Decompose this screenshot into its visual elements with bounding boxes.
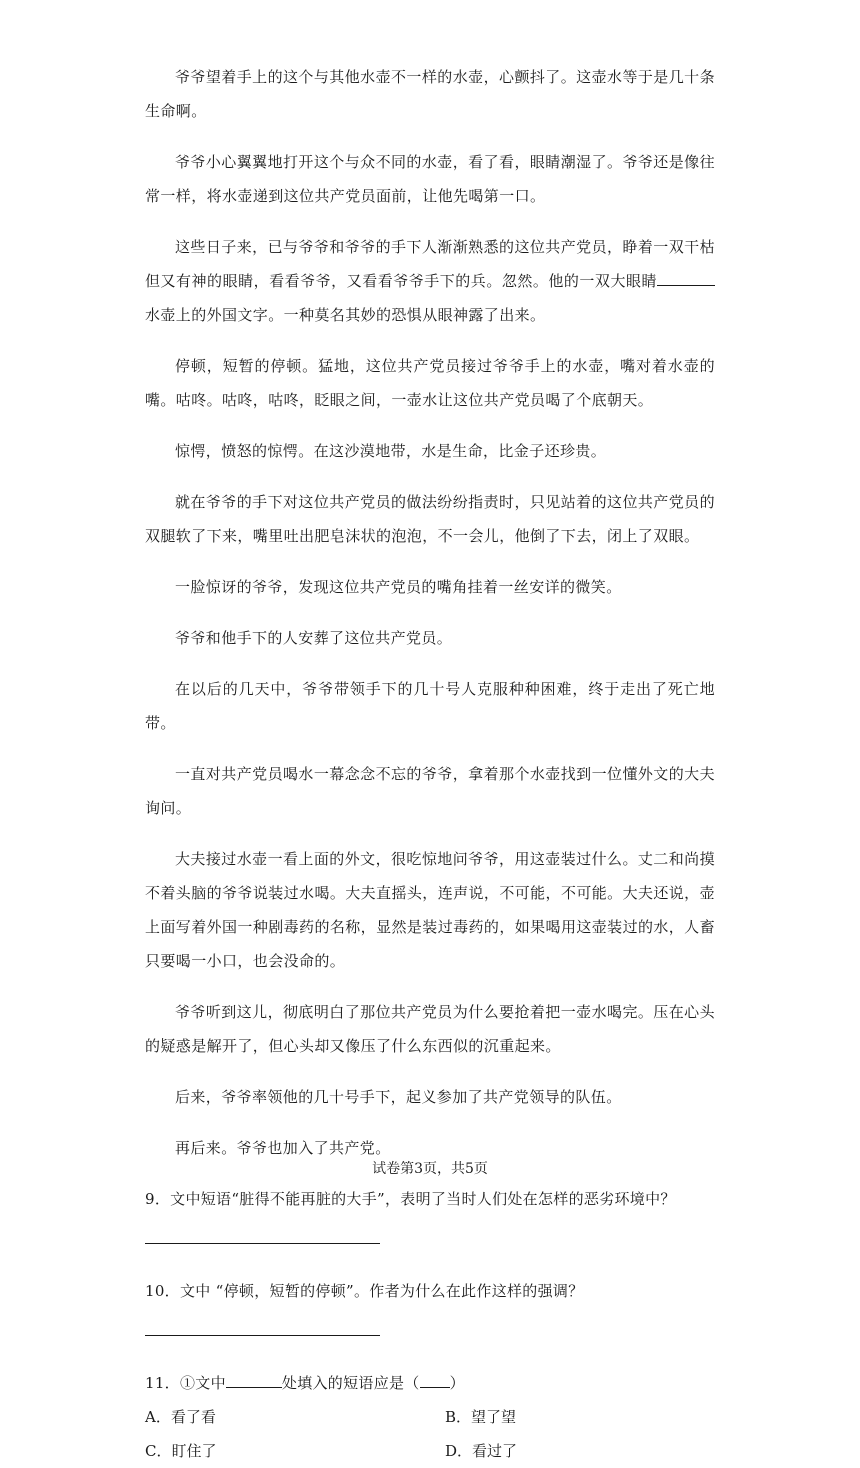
option-d[interactable]: D．看过了 <box>445 1442 518 1460</box>
passage-paragraph-with-blank <box>145 230 715 332</box>
passage-paragraph: 再后来。爷爷也加入了共产党。 <box>175 1139 391 1157</box>
page-footer: 试卷第3页，共5页 <box>372 1161 488 1177</box>
option-a[interactable]: A．看了看 <box>145 1408 216 1426</box>
question-11-middle: 处填入的短语应是（ <box>281 1374 420 1392</box>
exam-content <box>145 60 715 1468</box>
question-9: 9．文中短语“脏得不能再脏的大手”，表明了当时人们处在怎样的恶劣环境中？ <box>145 1190 676 1208</box>
passage-paragraph: 后来，爷爷率领他的几十号手下，起义参加了共产党领导的队伍。 <box>175 1088 622 1106</box>
passage-paragraph: 爷爷小心翼翼地打开这个与众不同的水壶，看了看，眼睛潮湿了。爷爷还是像往常一样，将水壶递到这位共产党员面前，让他先喝第一口。 <box>145 153 715 205</box>
option-c[interactable]: C．盯住了 <box>145 1442 217 1460</box>
question-11-blank <box>226 1371 282 1388</box>
question-11-prefix: 11．①文中 <box>145 1374 226 1392</box>
option-b[interactable]: B．望了望 <box>445 1408 517 1426</box>
passage-paragraph: 大夫接过水壶一看上面的外文，很吃惊地问爷爷，用这壶装过什么。丈二和尚摸不着头脑的爷爷说装过水喝。大夫直摇头，连声说，不可能，不可能。大夫还说，壶上面写着外国一种剧毒药的名称，显然是装过毒药的，如果喝用这壶装过的水，人畜只要喝一小口，也会没命的。 <box>145 850 715 970</box>
passage-paragraph: 爷爷听到这儿，彻底明白了那位共产党员为什么要抢着把一壶水喝完。压在心头的疑惑是解开了，但心头却又像压了什么东西似的沉重起来。 <box>145 1003 715 1055</box>
passage-paragraph: 一脸惊讶的爷爷，发现这位共产党员的嘴角挂着一丝安详的微笑。 <box>175 578 622 596</box>
passage-paragraph: 一直对共产党员喝水一幕念念不忘的爷爷，拿着那个水壶找到一位懂外文的大夫询问。 <box>145 765 715 817</box>
answer-line-10[interactable] <box>145 1334 380 1336</box>
question-11 <box>145 1366 715 1400</box>
fill-blank <box>657 269 715 286</box>
passage-paragraph: 就在爷爷的手下对这位共产党员的做法纷纷指责时，只见站着的这位共产党员的双腿软了下来，嘴里吐出肥皂沫状的泡泡，不一会儿，他倒了下去，闭上了双眼。 <box>145 493 715 545</box>
answer-line-9[interactable] <box>145 1242 380 1244</box>
passage-text: 水壶上的外国文字。一种莫名其妙的恐惧从眼神露了出来。 <box>145 306 546 324</box>
passage-paragraph: 停顿，短暂的停顿。猛地，这位共产党员接过爷爷手上的水壶，嘴对着水壶的嘴。咕咚。咕咚，咕咚，眨眼之间，一壶水让这位共产党员喝了个底朝天。 <box>145 357 715 409</box>
options-grid <box>145 1400 715 1468</box>
question-11-suffix: ） <box>449 1374 465 1392</box>
passage-text: 这些日子来，已与爷爷和爷爷的手下人渐渐熟悉的这位共产党员，睁着一双干枯但又有神的眼睛，看看爷爷，又看看爷爷手下的兵。忽然。他的一双大眼睛 <box>145 238 715 290</box>
passage-paragraph: 爷爷和他手下的人安葬了这位共产党员。 <box>175 629 453 647</box>
answer-blank-11[interactable] <box>420 1371 450 1388</box>
passage-paragraph: 惊愕，愤怒的惊愕。在这沙漠地带，水是生命，比金子还珍贵。 <box>175 442 607 460</box>
question-10: 10．文中 “停顿，短暂的停顿”。作者为什么在此作这样的强调？ <box>145 1282 584 1300</box>
passage-paragraph: 在以后的几天中，爷爷带领手下的几十号人克服种种困难，终于走出了死亡地带。 <box>145 680 715 732</box>
passage-paragraph: 爷爷望着手上的这个与其他水壶不一样的水壶，心颤抖了。这壶水等于是几十条生命啊。 <box>145 68 715 120</box>
